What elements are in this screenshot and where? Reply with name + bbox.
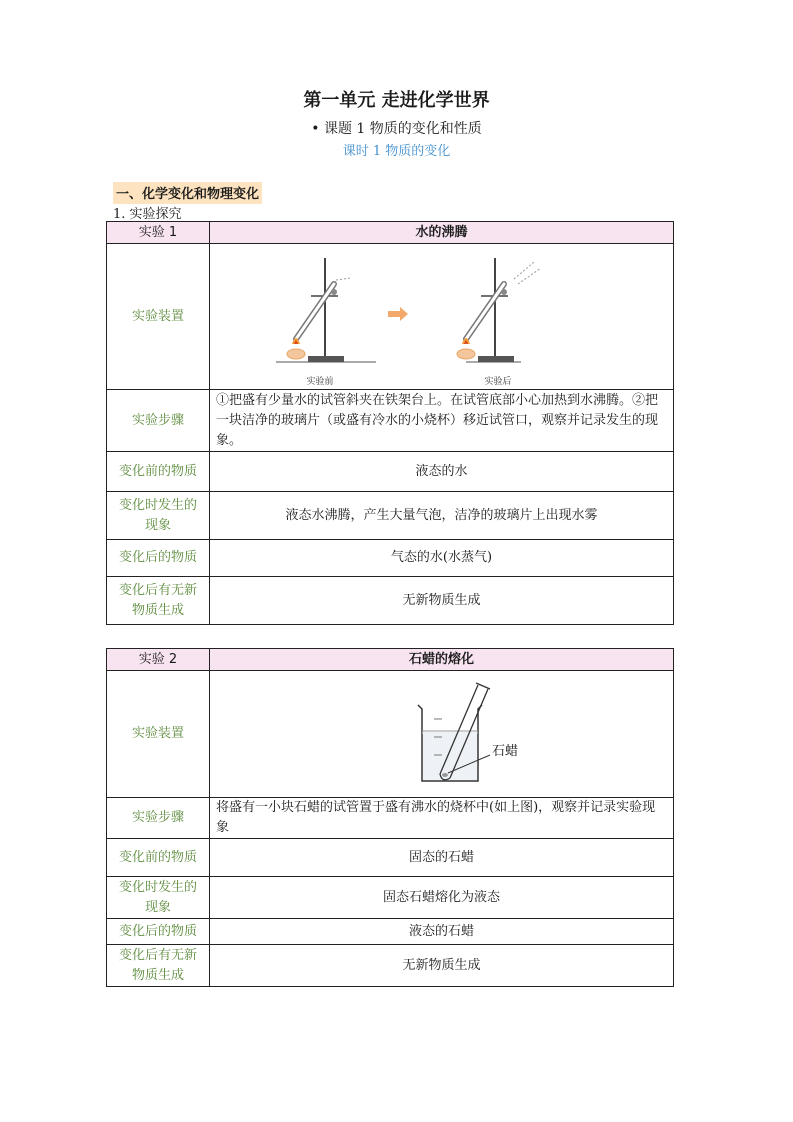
experiment-1-before: 液态的水 xyxy=(210,452,674,492)
row-label-steps: 实验步骤 xyxy=(107,798,210,839)
row-label-before: 变化前的物质 xyxy=(107,452,210,492)
experiment-2-after: 液态的石蜡 xyxy=(210,919,674,945)
subsection-heading: 1. 实验探究 xyxy=(113,207,182,222)
experiment-1-after: 气态的水(水蒸气) xyxy=(210,540,674,577)
experiment-2-table xyxy=(106,648,674,987)
section-heading: 一、化学变化和物理变化 xyxy=(113,182,262,204)
row-label-apparatus: 实验装置 xyxy=(107,671,210,798)
row-label-after: 变化后的物质 xyxy=(107,919,210,945)
experiment-2-steps: 将盛有一小块石蜡的试管置于盛有沸水的烧杯中(如上图)，观察并记录实验现象 xyxy=(210,798,674,839)
apparatus-after xyxy=(457,258,541,362)
paraffin-label: 石蜡 xyxy=(492,744,519,759)
row-label-apparatus: 实验装置 xyxy=(107,244,210,390)
apparatus-before xyxy=(276,258,376,362)
experiment-1-steps: ①把盛有少量水的试管斜夹在铁架台上。在试管底部小心加热到水沸腾。②把一块洁净的玻璃片（或盛有冷水的小烧杯）移近试管口，观察并记录发生的现象。 xyxy=(210,390,674,452)
experiment-2-name: 石蜡的熔化 xyxy=(210,649,674,671)
experiment-1-name: 水的沸腾 xyxy=(210,222,674,244)
experiment-1-phenomenon: 液态水沸腾，产生大量气泡，洁净的玻璃片上出现水雾 xyxy=(210,492,674,540)
lesson-period: 课时 1 物质的变化 xyxy=(342,144,451,159)
row-label-new-substance: 变化后有无新物质生成 xyxy=(107,945,210,987)
experiment-2-before: 固态的石蜡 xyxy=(210,839,674,877)
boiling-water-illustration xyxy=(216,244,680,389)
beaker xyxy=(418,705,482,781)
caption-before: 实验前 xyxy=(306,377,334,387)
experiment-1-apparatus-figure xyxy=(210,244,674,390)
experiment-1-number: 实验 1 xyxy=(107,222,210,244)
experiment-2-number: 实验 2 xyxy=(107,649,210,671)
experiment-1-table xyxy=(106,221,674,625)
row-label-after: 变化后的物质 xyxy=(107,540,210,577)
row-label-phenomenon: 变化时发生的现象 xyxy=(107,492,210,540)
arrow-icon xyxy=(388,307,408,321)
paraffin-melting-illustration xyxy=(216,671,680,797)
experiment-2-new-substance: 无新物质生成 xyxy=(210,945,674,987)
row-label-before: 变化前的物质 xyxy=(107,839,210,877)
experiment-2-phenomenon: 固态石蜡熔化为液态 xyxy=(210,877,674,919)
experiment-2-apparatus-figure xyxy=(210,671,674,798)
caption-after: 实验后 xyxy=(484,377,512,387)
row-label-new-substance: 变化后有无新物质生成 xyxy=(107,577,210,625)
lesson-topic: • 课题 1 物质的变化和性质 xyxy=(311,121,482,137)
row-label-phenomenon: 变化时发生的现象 xyxy=(107,877,210,919)
page-title: 第一单元 走进化学世界 xyxy=(303,90,490,111)
row-label-steps: 实验步骤 xyxy=(107,390,210,452)
experiment-1-new-substance: 无新物质生成 xyxy=(210,577,674,625)
